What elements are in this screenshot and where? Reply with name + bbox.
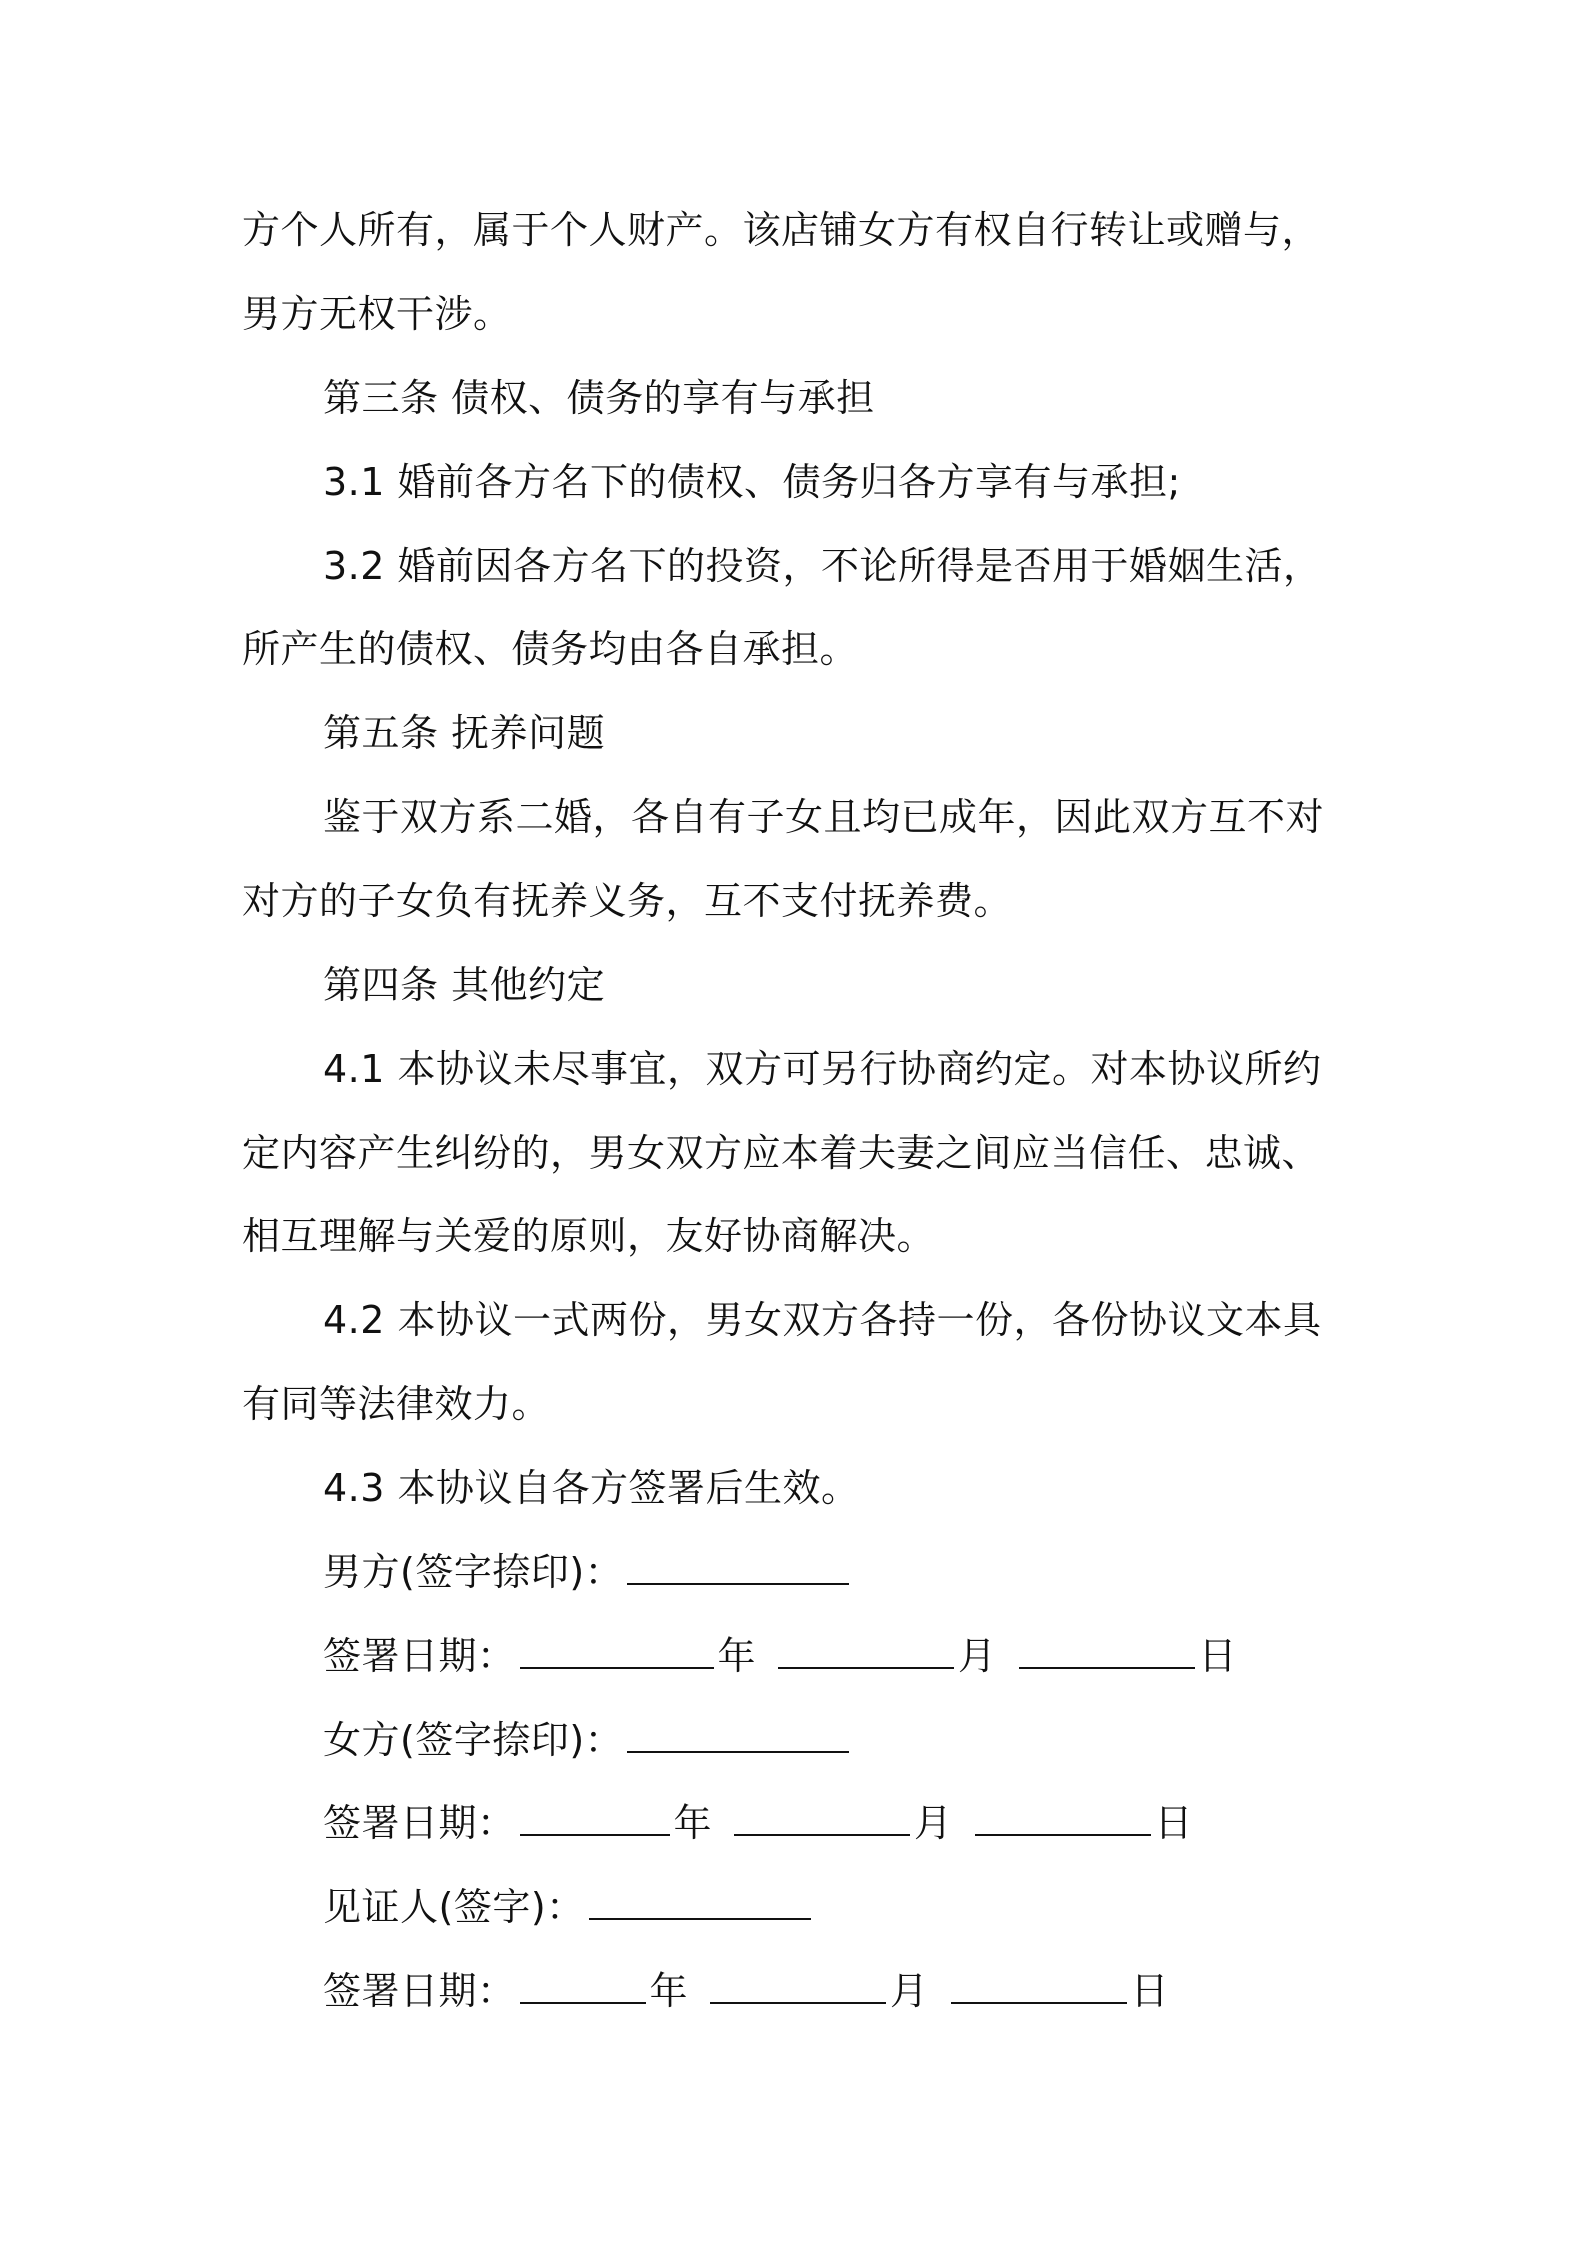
article-5-text-line: 鉴于双方系二婚，各自有子女且均已成年，因此双方互不对 xyxy=(323,795,1325,839)
paragraph-line: 男方无权干涉。 xyxy=(242,292,512,336)
year-blank[interactable] xyxy=(520,1972,646,2004)
day-blank[interactable] xyxy=(951,1972,1127,2004)
clause-4-1-line: 定内容产生纠纷的，男女双方应本着夫妻之间应当信任、忠诚、 xyxy=(242,1131,1321,1175)
clause-4-1-line: 4.1 本协议未尽事宜，双方可另行协商约定。对本协议所约 xyxy=(323,1047,1322,1091)
clause-3-1: 3.1 婚前各方名下的债权、债务归各方享有与承担; xyxy=(323,460,1181,504)
female-signature-blank[interactable] xyxy=(627,1721,849,1753)
witness-signature-blank[interactable] xyxy=(589,1888,811,1920)
article-4-title: 第四条 其他约定 xyxy=(323,963,606,1007)
article-5-title: 第五条 抚养问题 xyxy=(323,711,606,755)
witness-signature-label: 见证人(签字)： xyxy=(323,1885,585,1929)
paragraph-line: 方个人所有，属于个人财产。该店铺女方有权自行转让或赠与， xyxy=(242,208,1321,252)
date-label: 签署日期： xyxy=(323,1801,516,1845)
month-blank[interactable] xyxy=(734,1804,910,1836)
clause-4-2-line: 4.2 本协议一式两份，男女双方各持一份，各份协议文本具 xyxy=(323,1298,1322,1342)
year-label: 年 xyxy=(649,1969,689,2013)
day-label: 日 xyxy=(1198,1634,1238,1678)
article-3-title: 第三条 债权、债务的享有与承担 xyxy=(323,376,875,420)
clause-3-2-line: 所产生的债权、债务均由各自承担。 xyxy=(242,627,859,671)
date-label: 签署日期： xyxy=(323,1969,516,2013)
year-label: 年 xyxy=(673,1801,713,1845)
month-label: 月 xyxy=(914,1801,953,1845)
male-signature-blank[interactable] xyxy=(627,1553,849,1585)
clause-4-1-line: 相互理解与关爱的原则，友好协商解决。 xyxy=(242,1214,936,1258)
female-signature-line xyxy=(323,1710,853,1770)
year-label: 年 xyxy=(717,1634,757,1678)
month-blank[interactable] xyxy=(778,1637,954,1669)
male-date-line xyxy=(323,1626,1237,1686)
day-label: 日 xyxy=(1130,1969,1170,2013)
month-label: 月 xyxy=(890,1969,929,2013)
month-label: 月 xyxy=(958,1634,997,1678)
female-signature-label: 女方(签字捺印)： xyxy=(323,1718,624,1762)
witness-date-line xyxy=(323,1961,1169,2021)
witness-signature-line xyxy=(323,1877,815,1937)
male-signature-label: 男方(签字捺印)： xyxy=(323,1550,624,1594)
clause-4-2-line: 有同等法律效力。 xyxy=(242,1382,551,1426)
day-blank[interactable] xyxy=(1019,1637,1195,1669)
year-blank[interactable] xyxy=(520,1804,670,1836)
clause-3-2-line: 3.2 婚前因各方名下的投资，不论所得是否用于婚姻生活， xyxy=(323,544,1322,588)
female-date-line xyxy=(323,1793,1193,1853)
day-label: 日 xyxy=(1154,1801,1194,1845)
article-5-text-line: 对方的子女负有抚养义务，互不支付抚养费。 xyxy=(242,879,1013,923)
year-blank[interactable] xyxy=(520,1637,714,1669)
male-signature-line xyxy=(323,1542,853,1602)
clause-4-3: 4.3 本协议自各方签署后生效。 xyxy=(323,1466,860,1510)
day-blank[interactable] xyxy=(975,1804,1151,1836)
date-label: 签署日期： xyxy=(323,1634,516,1678)
month-blank[interactable] xyxy=(710,1972,886,2004)
